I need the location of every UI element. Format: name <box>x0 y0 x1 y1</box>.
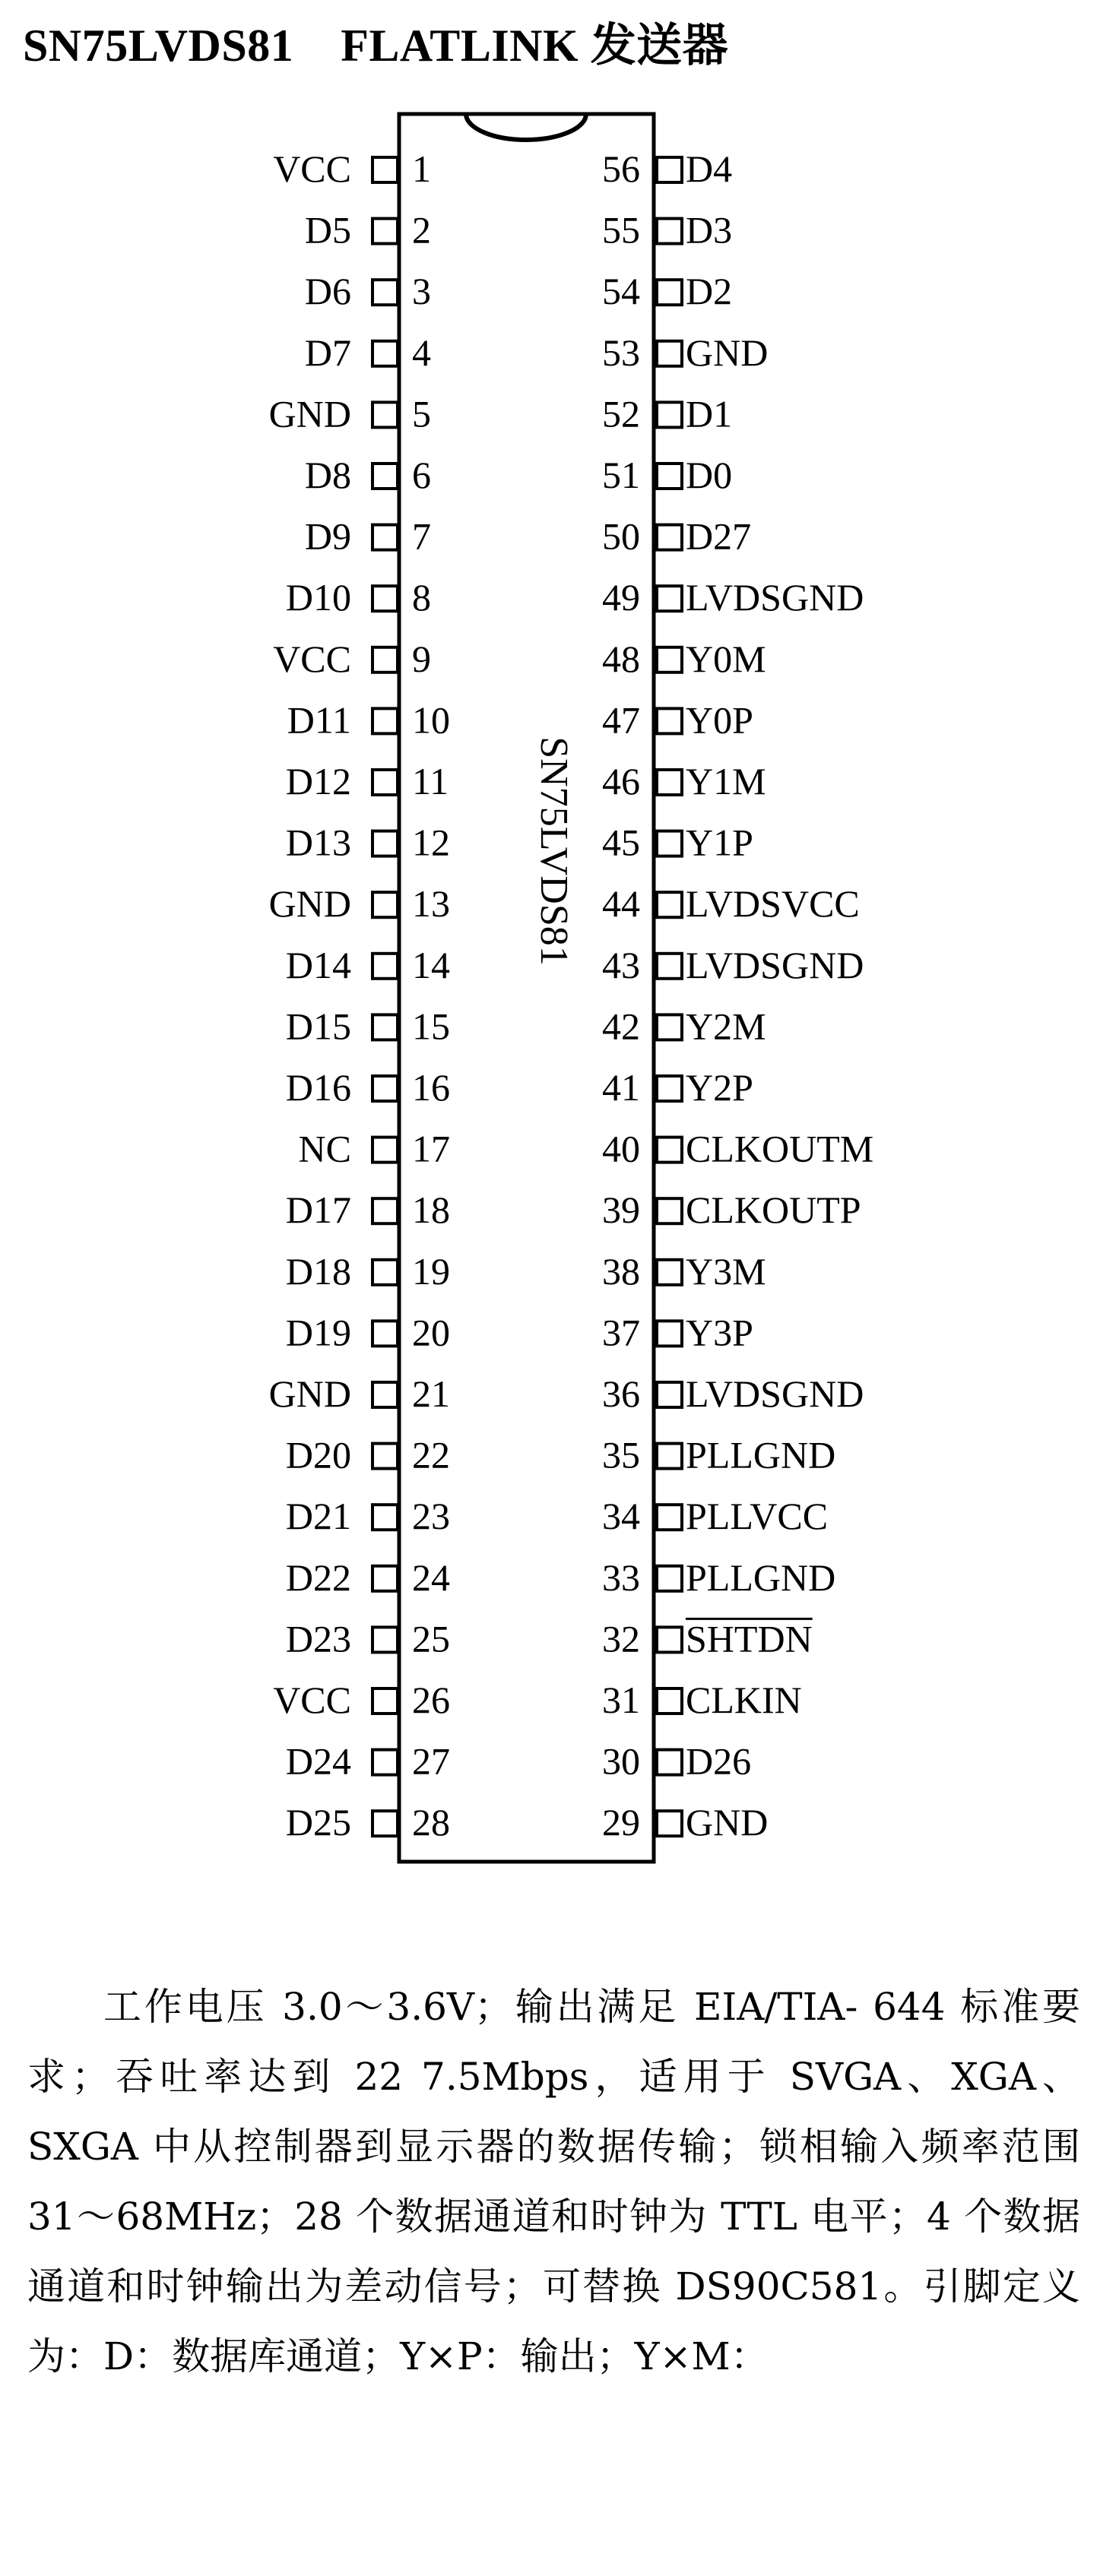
pin-label: D9 <box>304 514 351 558</box>
pin-number: 2 <box>412 208 431 252</box>
pin-pad <box>372 157 398 182</box>
pin-pad <box>372 1382 398 1407</box>
pin-53 <box>602 331 768 374</box>
pin-number: 42 <box>602 1005 640 1048</box>
pin-45 <box>602 821 753 864</box>
pin-pad <box>372 219 398 244</box>
pin-label: D24 <box>285 1739 351 1783</box>
pin-pad <box>657 525 682 550</box>
pin-4 <box>305 331 431 374</box>
pin-label: CLKOUTP <box>686 1188 861 1232</box>
pin-42 <box>602 1005 766 1047</box>
pin-54 <box>602 270 732 312</box>
pin-36 <box>602 1372 864 1415</box>
pin-label: D19 <box>285 1311 351 1354</box>
pin-label: Y0M <box>686 637 766 680</box>
pin-number: 16 <box>412 1066 450 1109</box>
pin-number: 48 <box>602 637 640 680</box>
pin-44 <box>602 882 860 925</box>
chip-body-label: SN75LVDS81 <box>532 736 575 966</box>
pin-number: 18 <box>412 1188 450 1232</box>
pin-39 <box>602 1188 861 1231</box>
pin-pad <box>657 831 682 856</box>
pin-number: 46 <box>602 760 640 802</box>
pin-label: GND <box>268 882 351 926</box>
pin-pad <box>372 525 398 550</box>
pin-pad <box>372 1811 398 1836</box>
pin-label: D11 <box>287 698 351 742</box>
pin-label: D17 <box>285 1188 351 1232</box>
pin-16 <box>286 1066 450 1109</box>
pin-number: 12 <box>412 821 450 864</box>
pin-label: D0 <box>686 454 733 496</box>
pin-21 <box>269 1372 450 1415</box>
pin-number: 31 <box>602 1679 640 1721</box>
pin-number: 19 <box>412 1249 450 1293</box>
pin-20 <box>286 1311 450 1353</box>
pin-label: Y0P <box>686 698 753 742</box>
pin-number: 41 <box>602 1066 640 1109</box>
pin-number: 35 <box>602 1433 640 1476</box>
pin-number: 53 <box>602 331 640 374</box>
pin-label: PLLGND <box>686 1433 836 1476</box>
pin-label: Y2P <box>686 1066 753 1109</box>
pin-pad <box>372 831 398 856</box>
pin-label: D16 <box>285 1066 351 1109</box>
pin-number: 13 <box>412 882 450 926</box>
pin-pad <box>657 1382 682 1407</box>
pin-26 <box>273 1679 450 1721</box>
pin-pad <box>657 402 682 427</box>
pin-number: 49 <box>602 576 640 619</box>
pin-number: 52 <box>602 392 640 435</box>
pin-pad <box>657 1444 682 1469</box>
pin-pad <box>372 1750 398 1775</box>
pin-number: 1 <box>412 147 431 190</box>
pin-number: 51 <box>602 454 640 496</box>
pin-pad <box>657 892 682 917</box>
pin-label: NC <box>298 1127 351 1170</box>
pin-label: Y1M <box>686 760 766 802</box>
pin-14 <box>286 944 450 986</box>
pin-32 <box>602 1617 813 1660</box>
pin-25 <box>286 1617 450 1660</box>
pin-number: 4 <box>412 331 431 374</box>
pin-number: 14 <box>412 943 450 986</box>
pin-pad <box>372 708 398 733</box>
pin-23 <box>286 1495 450 1537</box>
pin-15 <box>286 1005 450 1047</box>
pin-pad <box>372 280 398 305</box>
pin-number: 55 <box>602 208 640 252</box>
pin-pad <box>372 892 398 917</box>
pin-pad <box>657 1566 682 1591</box>
pin-pad <box>372 1321 398 1346</box>
pin-number: 50 <box>602 514 640 558</box>
pin-label: D2 <box>686 270 733 313</box>
pin-pad <box>657 341 682 366</box>
description-text: 工作电压 3.0～3.6V；输出满足 EIA/TIA- 644 标准要求；吞吐率达到 22 7.5Mbps，适用于 SVGA、XGA、SXGA 中从控制器到显示器的数据传输；锁相输入频率范围 31～68MHz；28 个数据通道和时钟为 TTL 电平；4 个数据通道和时钟输出为差动信号；可替换 DS90C581。引脚定义为：D：数据库通道；Y×P：输出；Y×M： <box>27 1985 1080 2378</box>
pin-label: Y3M <box>686 1249 766 1293</box>
pin-pad <box>657 586 682 611</box>
pin-pad <box>657 1321 682 1346</box>
pin-number: 27 <box>412 1739 450 1783</box>
pin-8 <box>286 576 431 619</box>
pin-number: 24 <box>412 1555 450 1599</box>
pin-label: SHTDN <box>686 1617 813 1660</box>
pin-47 <box>602 698 753 741</box>
pin-label: D7 <box>304 331 351 374</box>
pin-number: 30 <box>602 1739 640 1783</box>
pin-6 <box>305 454 431 496</box>
pin-27 <box>286 1740 450 1783</box>
pin-label: LVDSGND <box>686 576 864 619</box>
pin-label: CLKIN <box>686 1679 802 1721</box>
pin-number: 25 <box>412 1617 450 1660</box>
pin-label: GND <box>268 392 351 435</box>
pin-pad <box>657 1138 682 1163</box>
pin-pad <box>372 1444 398 1469</box>
pin-pad <box>372 1198 398 1223</box>
pin-number: 10 <box>412 698 450 742</box>
pin-label: D14 <box>285 943 351 986</box>
pin-label: VCC <box>273 147 351 190</box>
pin-18 <box>286 1188 450 1231</box>
pin-56 <box>602 147 732 190</box>
pin-number: 36 <box>602 1372 640 1415</box>
pin-31 <box>602 1679 802 1721</box>
pin-pad <box>657 280 682 305</box>
title-product-name: FLATLINK <box>341 21 579 71</box>
pin-pad <box>372 954 398 979</box>
pin-label: GND <box>686 331 769 374</box>
pin-number: 11 <box>412 760 449 802</box>
pin-pad <box>657 1688 682 1714</box>
pin-9 <box>273 638 431 680</box>
pin-number: 54 <box>602 270 640 313</box>
pin-label: PLLVCC <box>686 1495 829 1538</box>
pin-pad <box>372 1014 398 1040</box>
pin-24 <box>286 1556 450 1599</box>
pin-55 <box>602 209 732 252</box>
pin-label: GND <box>268 1372 351 1415</box>
pin-12 <box>286 821 450 864</box>
pin-number: 29 <box>602 1801 640 1844</box>
pin-number: 43 <box>602 943 640 986</box>
pin-label: D5 <box>304 208 351 252</box>
pin-pad <box>372 341 398 366</box>
pin-pad <box>657 1811 682 1836</box>
pin-pad <box>657 1627 682 1652</box>
pin-22 <box>286 1434 450 1476</box>
pin-1 <box>273 147 431 190</box>
pin-label: D4 <box>686 147 733 190</box>
pin-pad <box>657 464 682 489</box>
pin-2 <box>305 209 431 252</box>
pin-pad <box>657 1505 682 1530</box>
pin1-notch <box>466 114 586 140</box>
pin-number: 34 <box>602 1495 640 1538</box>
pin-pad <box>657 1750 682 1775</box>
pin-pad <box>657 954 682 979</box>
pin-label: D10 <box>285 576 351 619</box>
description-block <box>27 1972 1080 2391</box>
pin-number: 22 <box>412 1433 450 1476</box>
pin-43 <box>602 944 864 986</box>
pin-label: D21 <box>285 1495 351 1538</box>
pin-11 <box>286 760 449 802</box>
pin-3 <box>305 270 431 312</box>
pin-number: 3 <box>412 270 431 313</box>
pin-label: D13 <box>285 821 351 864</box>
pin-number: 6 <box>412 454 431 496</box>
pin-label: D22 <box>285 1555 351 1599</box>
pin-number: 37 <box>602 1311 640 1354</box>
pin-label: D12 <box>285 760 351 802</box>
pin-label: LVDSVCC <box>686 882 860 926</box>
pin-pad <box>657 1260 682 1285</box>
pin-19 <box>286 1250 450 1293</box>
pin-number: 56 <box>602 147 640 190</box>
pin-pad <box>657 770 682 795</box>
pin-label: PLLGND <box>686 1555 836 1599</box>
pin-pad <box>372 1260 398 1285</box>
pin-10 <box>287 698 450 741</box>
pin-label: D6 <box>304 270 351 313</box>
pin-label: LVDSGND <box>686 1372 864 1415</box>
pin-label: D3 <box>686 208 733 252</box>
pin-label: Y1P <box>686 821 753 864</box>
title-part-number: SN75LVDS81 <box>23 21 294 71</box>
pin-17 <box>299 1128 450 1170</box>
pin-pad <box>372 464 398 489</box>
pin-pad <box>372 1627 398 1652</box>
pin-pad <box>657 157 682 182</box>
pin-number: 17 <box>412 1127 450 1170</box>
pin-pad <box>657 647 682 672</box>
pin-pad <box>372 1138 398 1163</box>
pin-46 <box>602 760 766 802</box>
pin-30 <box>602 1740 751 1783</box>
pin-label: D18 <box>285 1249 351 1293</box>
pin-pad <box>372 1566 398 1591</box>
pin-pad <box>372 770 398 795</box>
pin-label: Y3P <box>686 1311 753 1354</box>
pin-38 <box>602 1250 766 1293</box>
pin-number: 23 <box>412 1495 450 1538</box>
pin-label: VCC <box>273 1679 351 1721</box>
pin-label: D27 <box>686 514 752 558</box>
pin-pad <box>657 1014 682 1040</box>
pin-33 <box>602 1556 835 1599</box>
pin-label: VCC <box>273 637 351 680</box>
pin-number: 20 <box>412 1311 450 1354</box>
pin-number: 8 <box>412 576 431 619</box>
pin-number: 26 <box>412 1679 450 1721</box>
pin-number: 15 <box>412 1005 450 1048</box>
pin-51 <box>602 454 732 496</box>
pin-5 <box>269 392 431 435</box>
pin-pad <box>372 647 398 672</box>
pin-number: 40 <box>602 1127 640 1170</box>
pin-48 <box>602 638 766 680</box>
pin-50 <box>602 515 751 558</box>
chip-body-outline <box>399 114 654 1862</box>
pin-label: D15 <box>285 1005 351 1048</box>
pin-number: 9 <box>412 637 431 680</box>
pin-number: 44 <box>602 882 640 926</box>
pin-number: 32 <box>602 1617 640 1660</box>
pin-pad <box>372 1505 398 1530</box>
pin-label: CLKOUTM <box>686 1127 874 1170</box>
pin-52 <box>602 392 732 435</box>
left-pin-column <box>269 147 450 1843</box>
pin-number: 7 <box>412 514 431 558</box>
pin-label: D25 <box>285 1801 351 1844</box>
pin-label: Y2M <box>686 1005 766 1048</box>
pin-29 <box>602 1801 768 1843</box>
pin-pad <box>657 1198 682 1223</box>
pin-number: 38 <box>602 1249 640 1293</box>
pin-number: 33 <box>602 1555 640 1599</box>
pin-label: LVDSGND <box>686 943 864 986</box>
pin-pad <box>372 1076 398 1101</box>
pin-label: D8 <box>304 454 351 496</box>
pin-pad <box>372 402 398 427</box>
pin-label: D26 <box>686 1739 752 1783</box>
pin-number: 28 <box>412 1801 450 1844</box>
pin-49 <box>602 576 864 619</box>
pin-label: GND <box>686 1801 769 1844</box>
pin-number: 5 <box>412 392 431 435</box>
pin-number: 45 <box>602 821 640 864</box>
pin-label: D1 <box>686 392 733 435</box>
pin-7 <box>305 515 431 558</box>
right-pin-column <box>602 147 873 1843</box>
pin-number: 39 <box>602 1188 640 1232</box>
pin-37 <box>602 1311 753 1353</box>
pin-pad <box>657 708 682 733</box>
title-suffix: 发送器 <box>590 19 729 72</box>
pin-label: D20 <box>285 1433 351 1476</box>
pin-34 <box>602 1495 828 1537</box>
pin-28 <box>286 1801 450 1843</box>
pin-label: D23 <box>285 1617 351 1660</box>
pin-35 <box>602 1434 835 1476</box>
pin-number: 47 <box>602 698 640 742</box>
pin-pad <box>657 1076 682 1101</box>
pin-number: 21 <box>412 1372 450 1415</box>
pin-pad <box>372 586 398 611</box>
pin-13 <box>269 882 450 925</box>
pin-41 <box>602 1066 753 1109</box>
pin-pad <box>372 1688 398 1714</box>
pin-pad <box>657 219 682 244</box>
pin-40 <box>602 1128 873 1170</box>
